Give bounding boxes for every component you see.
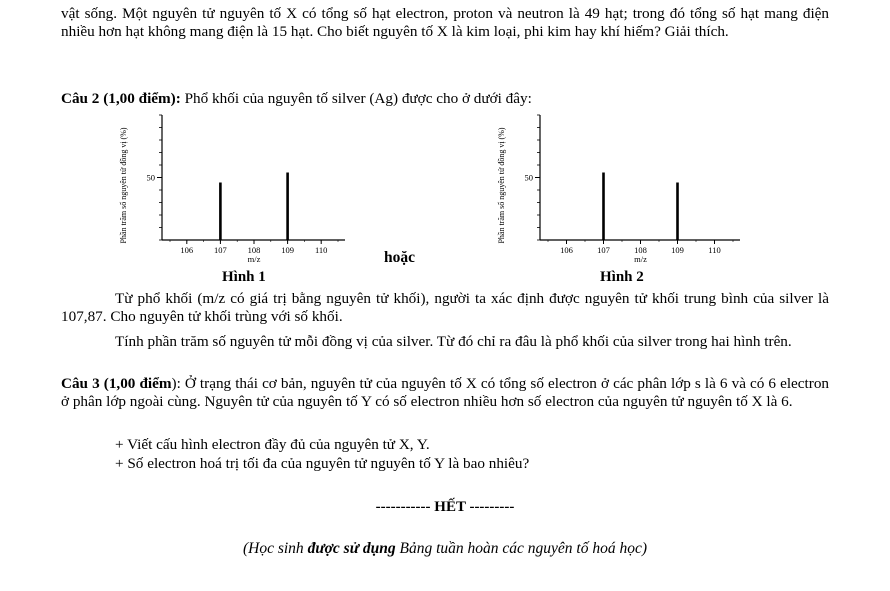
x-tick-label: 106 xyxy=(180,245,194,255)
footer-note xyxy=(0,540,890,558)
end-marker: ----------- HẾT --------- xyxy=(375,499,515,515)
x-tick-label: 110 xyxy=(708,245,721,255)
figure-1-caption: Hình 1 xyxy=(222,269,266,285)
x-tick-label: 107 xyxy=(214,245,227,255)
question-2-paragraph-2-text: Tính phần trăm số nguyên tử mỗi đồng vị của silver. Từ đó chỉ ra đâu là phổ khối của silver trong hai hình trên. xyxy=(115,333,792,350)
intro-text: vật sống. Một nguyên tử nguyên tố X có tổng số hạt electron, proton và neutron là 49 hạt; trong đó tổng số hạt mang điện nhiều hơn hạt không mang điện là 15 hạt. Cho biết nguyên tố X là kim loại, phi kim hay khí hiếm? Giải thích. xyxy=(61,5,829,40)
mass-spectrum-chart-1 xyxy=(112,105,352,265)
x-tick-label: 110 xyxy=(314,245,328,255)
y-axis-label: Phần trăm số nguyên tử đồng vị (%) xyxy=(497,127,506,244)
x-tick-label: 108 xyxy=(247,245,261,255)
x-tick-label: 106 xyxy=(560,245,573,255)
footer-note-bold: được sử dụng xyxy=(307,540,396,557)
y-tick-label: 50 xyxy=(146,172,155,183)
question-2-paragraph-1-text: Từ phổ khối (m/z có giá trị bằng nguyên tử khối), người ta xác định được nguyên tử khối trung bình của silver là 107,87. Cho nguyên tử khối trùng với số khối. xyxy=(61,290,829,325)
question-3-bullet-2: + Số electron hoá trị tối đa của nguyên tử nguyên tố Y là bao nhiêu? xyxy=(115,455,530,472)
question-2-paragraph-1 xyxy=(61,290,829,325)
x-tick-label: 107 xyxy=(597,245,610,255)
figure-2-caption: Hình 2 xyxy=(600,269,644,285)
or-label: hoặc xyxy=(384,249,415,266)
x-axis-label: m/z xyxy=(247,254,261,264)
footer-note-post: Bảng tuần hoàn các nguyên tố hoá học) xyxy=(395,540,647,557)
question-2-paragraph-2 xyxy=(61,333,829,351)
y-axis-label: Phần trăm số nguyên tử đồng vị (%) xyxy=(119,127,128,244)
question-2-text: Phổ khối của nguyên tố silver (Ag) được cho ở dưới đây: xyxy=(180,90,532,107)
x-tick-label: 108 xyxy=(634,245,647,255)
question-2-label: Câu 2 (1,00 điểm): xyxy=(61,90,181,107)
footer-note-pre: (Học sinh xyxy=(242,540,308,557)
x-axis-label: m/z xyxy=(634,254,647,264)
x-tick-label: 109 xyxy=(281,245,294,255)
question-3-bullet-1: + Viết cấu hình electron đầy đủ của nguyên tử X, Y. xyxy=(115,436,430,453)
chart-figure-2 xyxy=(490,105,750,270)
y-tick-label: 50 xyxy=(524,172,533,183)
question-3-text: ): Ở trạng thái cơ bản, nguyên tử của nguyên tố X có tổng số electron ở các phân lớp s là 6 và có 6 electron ở phân lớp ngoài cùng. Nguyên tử của nguyên tố Y có số electron nhiều hơn số electron của nguyên tử nguyên tố X là 6. xyxy=(61,375,830,410)
mass-spectrum-chart-2 xyxy=(490,105,750,265)
question-3-label: Câu 3 (1,00 điểm xyxy=(61,375,172,392)
chart-figure-1 xyxy=(112,105,352,270)
question-3-paragraph xyxy=(61,375,829,410)
intro-paragraph xyxy=(61,5,829,40)
x-tick-label: 109 xyxy=(671,245,684,255)
